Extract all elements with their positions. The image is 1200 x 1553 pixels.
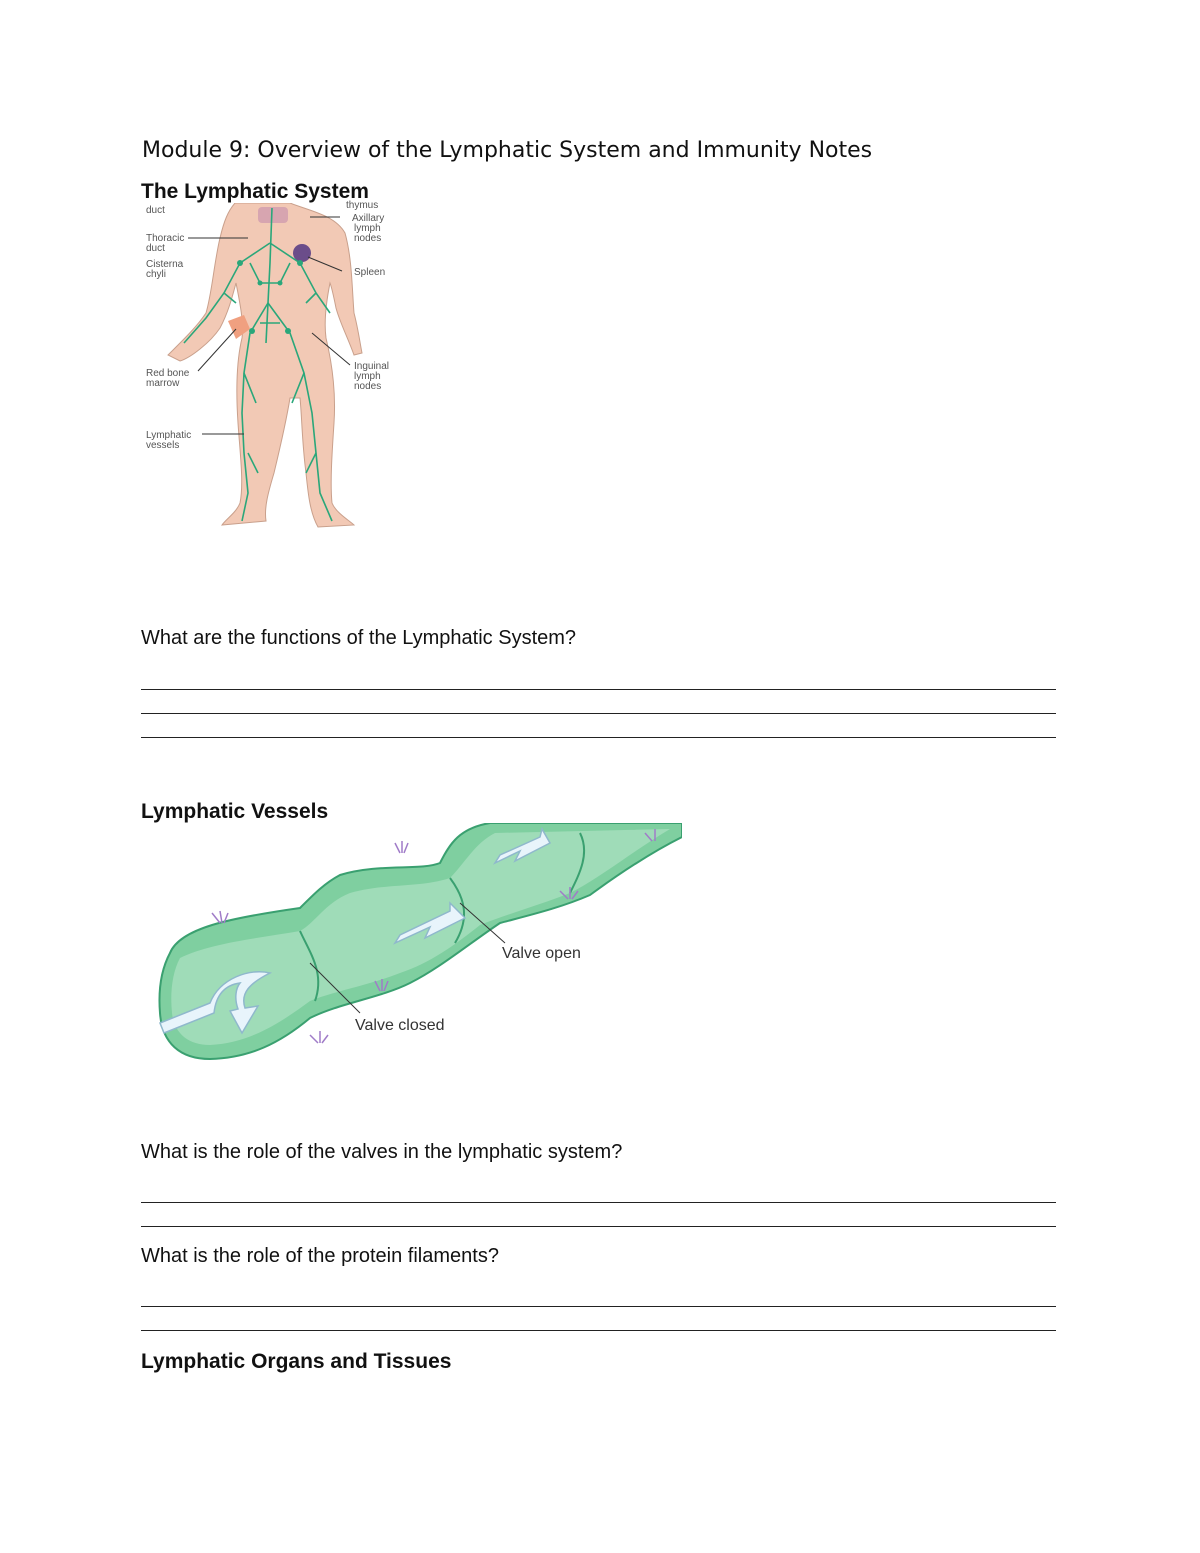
- answer-line[interactable]: [141, 713, 1056, 714]
- label-inguinal-nodes: nodes: [354, 381, 382, 392]
- section-heading-lymphatic-vessels: Lymphatic Vessels: [141, 800, 329, 823]
- lymphatic-system-figure: [140, 200, 402, 531]
- label-cisterna: Cisterna: [146, 259, 184, 270]
- label-valve-open: Valve open: [502, 945, 581, 962]
- answer-line[interactable]: [141, 737, 1056, 738]
- lymphatic-vessel-figure: [150, 823, 682, 1063]
- label-inguinal-lymph: lymph: [354, 371, 381, 382]
- question-protein-filaments: What is the role of the protein filaments?: [141, 1245, 499, 1267]
- label-axillary-nodes: nodes: [354, 233, 382, 244]
- section-heading-lymphatic-system: The Lymphatic System: [141, 180, 369, 203]
- answer-line[interactable]: [141, 1330, 1056, 1331]
- answer-line[interactable]: [141, 1306, 1056, 1307]
- label-spleen: Spleen: [354, 267, 386, 278]
- thymus-mark: [258, 207, 288, 223]
- question-functions: What are the functions of the Lymphatic System?: [141, 627, 577, 649]
- label-lymphatic: Lymphatic: [146, 430, 192, 441]
- answer-line[interactable]: [141, 1202, 1056, 1203]
- question-valves: What is the role of the valves in the lymphatic system?: [141, 1141, 623, 1163]
- label-valve-closed: Valve closed: [355, 1017, 445, 1034]
- label-thymus: thymus: [346, 200, 379, 211]
- label-thoracic-duct: duct: [146, 243, 165, 254]
- section-heading-organs-tissues: Lymphatic Organs and Tissues: [141, 1350, 452, 1373]
- label-inguinal: Inguinal: [354, 361, 390, 372]
- answer-line[interactable]: [141, 1226, 1056, 1227]
- body-silhouette: [168, 203, 362, 527]
- label-axillary-lymph: lymph: [354, 223, 381, 234]
- label-axillary: Axillary: [352, 213, 385, 224]
- label-marrow: marrow: [146, 378, 180, 389]
- label-red-bone: Red bone: [146, 368, 190, 379]
- label-chyli: chyli: [146, 269, 167, 280]
- answer-line[interactable]: [141, 689, 1056, 690]
- label-thoracic: Thoracic: [146, 233, 185, 244]
- label-vessels: vessels: [146, 440, 180, 451]
- label-duct: duct: [146, 205, 165, 216]
- page-title: Module 9: Overview of the Lymphatic System and Immunity Notes: [142, 138, 873, 163]
